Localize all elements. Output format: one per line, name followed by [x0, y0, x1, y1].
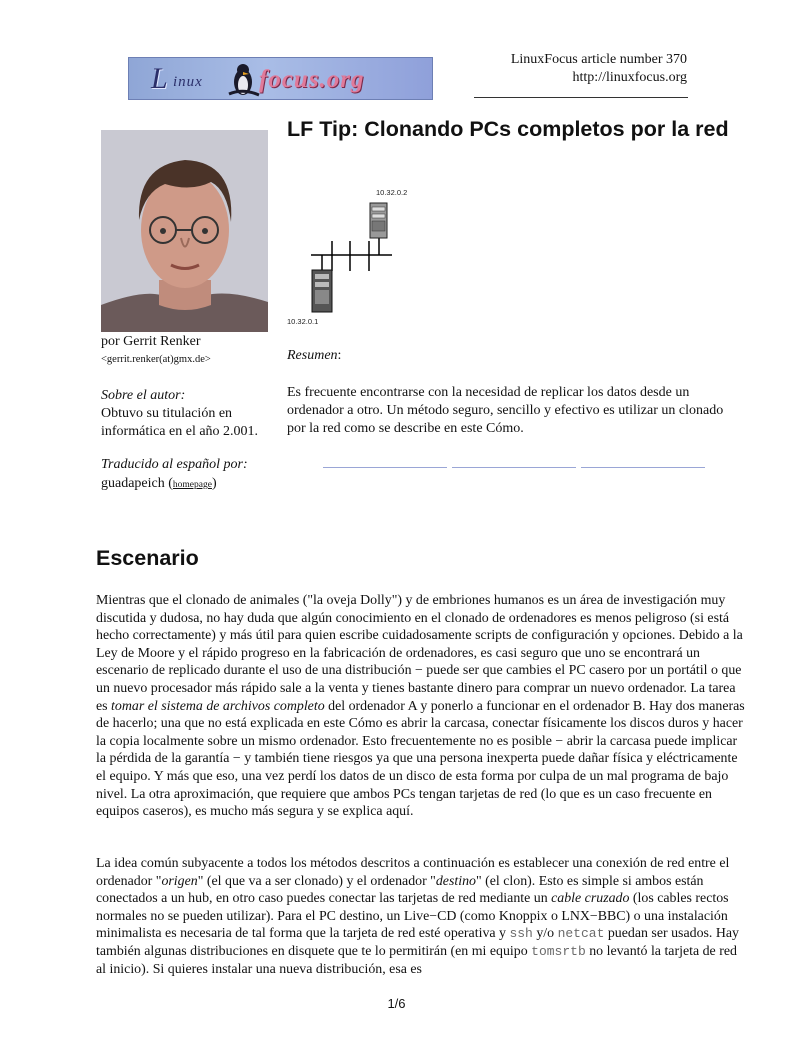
- translator-name: guadapeich: [101, 476, 165, 491]
- section-heading: Escenario: [96, 546, 199, 570]
- logo-inux: inux: [173, 74, 203, 90]
- text-run: del ordenador A y ponerlo a funcionar en el ordenador B. Hay dos maneras de hacerlo; una que no está explicada en este Cómo es abrir la carcasa, conectar físicamente los discos duros y hacer la copia localmente sobre un mismo ordenador. Esto frecuentemente no es posible − abrir la carcasa puede implicar la pérdida de la garantía − y también tiene riesgos ya que una persona inexperta puede dañar física y eléctricamente el equipo. Y más que eso, una vez perdí los datos de un disco de esta forma por culpa de un mal programa de bajo nivel. La otra aproximación, que requiere que ambos PCs tengan tarjetas de red (lo que es un caso frecuente en equipos caseros), es mucho más segura y se explica aquí.: [96, 698, 745, 820]
- article-meta: [437, 51, 687, 87]
- network-diagram: [284, 186, 424, 331]
- translator: guadapeich (homepage): [101, 476, 217, 491]
- text-run: Mientras que el clonado de animales ("la oveja Dolly") y de embriones humanos es un área de investigación muy discutida y dudosa, no hay duda que algún conocimiento en el clonado de ordenadores es menos peligroso (si está hecho correctamente) y más útil para quien escribe cuidadosamente scripts de configuración y opciones. Debido a la Ley de Moore y el rápido progreso en la fabricación de ordenadores, es casi seguro que uno se encontrará un escenario de replicado durante el uso de una distribución − puede ser que cambies el PC casero por un portátil o que un nuevo procesador más rápido sale a la venta y tienes bastante dinero para comprar un nuevo ordenador. La tarea es: [96, 593, 743, 714]
- ip-label-target: 10.32.0.2: [376, 188, 408, 197]
- author-photo: [101, 130, 268, 332]
- logo-letter: L: [151, 62, 168, 95]
- text-run: " (el que va a ser clonado) y el ordenador ": [197, 873, 436, 889]
- article-number: LinuxFocus article number 370: [510, 52, 687, 67]
- separator-line: [323, 467, 447, 468]
- about-author-text: Obtuvo su titulación en informática en el año 2.001.: [101, 406, 259, 439]
- page-number: 1/6: [387, 996, 406, 1011]
- text-run: puedan ser usados. Hay también algunas distribuciones en disquete que te lo permitirán (en mi equipo: [96, 926, 740, 959]
- emphasis: cable cruzado: [551, 891, 630, 907]
- code-netcat: netcat: [557, 926, 605, 942]
- logo-focus: focus.org: [259, 66, 365, 93]
- site-url[interactable]: http://linuxfocus.org: [572, 70, 687, 85]
- server-icon: [370, 203, 387, 238]
- author-email: <gerrit.renker(at)gmx.de>: [101, 354, 211, 365]
- separator-line: [581, 467, 705, 468]
- text-run: (los cables rectos normales no se pueden utilizar). Para el PC destino, un Live−CD (como Knoppix o LNX−BBC) o una instalación minimalista es necesaria de tal forma que la tarjeta de red esté operativa y: [96, 891, 729, 942]
- text-run: y/o: [532, 926, 558, 942]
- summary-label: Resumen:: [287, 348, 342, 363]
- text-run: no levantó la tarjeta de red al inicio). Si quieres instalar una nueva distribución, esa es: [96, 943, 737, 977]
- emphasis: tomar el sistema de archivos completo: [111, 698, 325, 714]
- emphasis: destino: [435, 873, 476, 889]
- about-author-label: Sobre el autor:: [101, 388, 186, 403]
- translator-homepage-link[interactable]: homepage: [172, 480, 212, 490]
- article-title: LF Tip: Clonando PCs completos por la red: [287, 117, 729, 141]
- body-paragraph: [96, 855, 746, 978]
- summary-label-text: Resumen: [287, 348, 338, 363]
- summary-text: Es frecuente encontrarse con la necesidad de replicar los datos desde un ordenador a otro. Un método seguro, sencillo y efectivo es utilizar un clonado por la red como se describe en este Cómo.: [287, 385, 724, 436]
- text-run: " (el clon). Esto es simple si ambos están conectados a un hub, en otro caso puedes conectar las tarjetas de red mediante un: [96, 873, 704, 907]
- header-rule: [474, 97, 688, 98]
- code-ssh: ssh: [509, 926, 533, 942]
- linuxfocus-logo[interactable]: [128, 57, 433, 100]
- ip-label-source: 10.32.0.1: [287, 317, 319, 326]
- separator-line: [452, 467, 576, 468]
- translated-by-label: Traducido al español por:: [101, 457, 248, 472]
- workstation-icon: [312, 270, 332, 312]
- text-run: La idea común subyacente a todos los métodos descritos a continuación es establecer una conexión de red entre el ordenador ": [96, 856, 730, 889]
- emphasis: origen: [161, 873, 198, 889]
- penguin-icon: [227, 62, 261, 98]
- body-paragraph: [96, 592, 746, 821]
- author-name: por Gerrit Renker: [101, 334, 201, 349]
- code-tomsrtb: tomsrtb: [531, 943, 586, 959]
